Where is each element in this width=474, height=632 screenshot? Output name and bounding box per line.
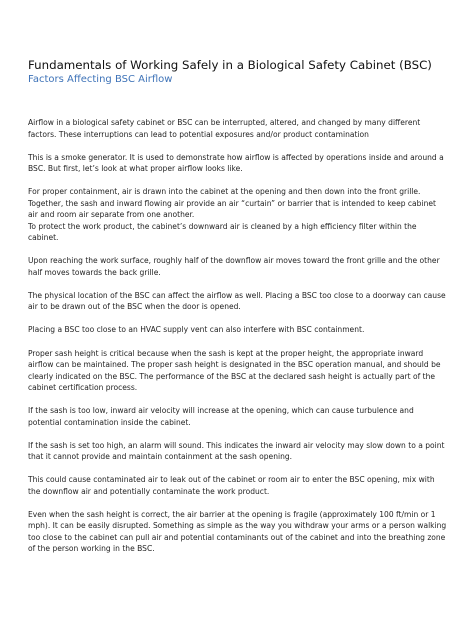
document-page	[28, 58, 448, 567]
paragraph-contaminated-air: This could cause contaminated air to leak out of the cabinet or room air to enter the BSC opening, mix with the downflow air and potentially contaminate the work product.	[28, 475, 435, 496]
paragraph-fragile-barrier: Even when the sash height is correct, the air barrier at the opening is fragile (approximately 100 ft/min or 1 mph). It can be easily disrupted. Something as simple as the way you withdraw your arms or a person walking too close to the cabinet can pull air and potential contaminants out of the cabinet and into the breathing zone of the person working in the BSC.	[28, 509, 447, 554]
paragraph-proper-containment: For proper containment, air is drawn into the cabinet at the opening and then down into the front grille. Together, the sash and inward flowing air provide an air “curtain” or barrier that is intended to keep cabinet air and room air separate from one another.	[28, 187, 436, 220]
paragraph-sash-too-low: If the sash is too low, inward air velocity will increase at the opening, which can cause turbulence and potential contamination inside the cabinet.	[28, 406, 414, 427]
paragraph-sash-too-high: If the sash is set too high, an alarm will sound. This indicates the inward air velocity may slow down to a point that it cannot provide and maintain containment at the sash opening.	[28, 440, 445, 462]
paragraph-airflow-intro: Airflow in a biological safety cabinet or BSC can be interrupted, altered, and changed by many different factors. These interruptions can lead to potential exposures and/or product contamination	[28, 118, 421, 139]
paragraph-smoke-generator: This is a smoke generator. It is used to demonstrate how airflow is affected by operations inside and around a BSC. But first, let’s look at what proper airflow looks like.	[28, 152, 444, 174]
paragraph-physical-location: The physical location of the BSC can affect the airflow as well. Placing a BSC too close to a doorway can cause air to be drawn out of the BSC when the door is opened.	[28, 290, 446, 312]
document-subtitle: Factors Affecting BSC Airflow	[28, 74, 173, 85]
document-title: Fundamentals of Working Safely in a Biological Safety Cabinet (BSC)	[28, 58, 432, 72]
paragraph-sash-height: Proper sash height is critical because when the sash is kept at the proper height, the appropriate inward airflow can be maintained. The proper sash height is designated in the BSC operation manual, and should be clearly indicated on the BSC. The performance of the BSC at the declared sash height is actually part of the cabinet certification process.	[28, 348, 441, 393]
paragraph-work-surface-airflow: Upon reaching the work surface, roughly half of the downflow air moves toward the front grille and the other half moves towards the back grille.	[28, 256, 440, 277]
paragraph-hvac-vent: Placing a BSC too close to an HVAC supply vent can also interfere with BSC containment.	[28, 325, 365, 335]
document-body	[28, 117, 448, 555]
paragraph-work-product-protection: To protect the work product, the cabinet’s downward air is cleaned by a high efficiency filter within the cabinet.	[28, 221, 417, 243]
